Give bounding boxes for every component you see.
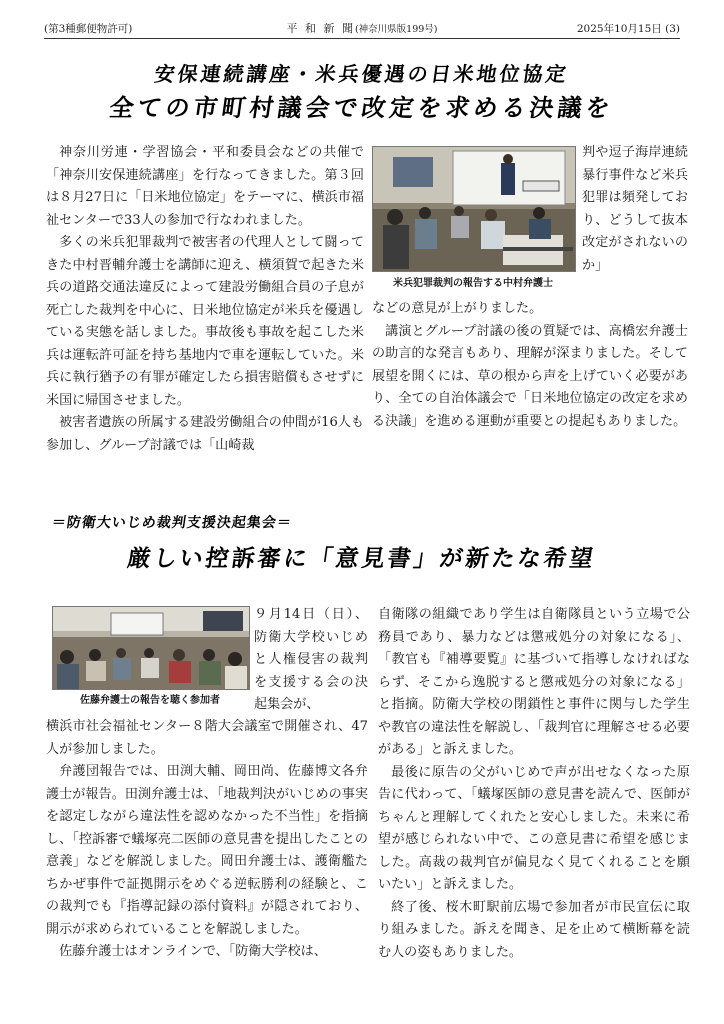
paragraph: 横浜市社会福祉センター８階大会議室で開催され、47人が参加しました。 bbox=[46, 719, 368, 757]
article1-col2 bbox=[372, 298, 688, 433]
rally-photo bbox=[52, 606, 250, 690]
paragraph: 佐藤弁護士はオンラインで、「防衛大学校は、 bbox=[59, 944, 327, 959]
article2-col2 bbox=[378, 604, 690, 964]
paragraph: 被害者遺族の所属する建設労働組合の仲間が16人も参加し、グループ討議では「山崎裁 bbox=[46, 415, 364, 453]
article1-title: 全ての市町村議会で改定を求める決議を bbox=[107, 94, 616, 122]
article2-col1 bbox=[46, 716, 368, 964]
paragraph: 講演とグループ討議の後の質疑では、高橋宏弁護士の助言的な発言もあり、理解が深まりました。そして展望を開くには、草の根から声を上げていく必要があり、全ての自治体議会で「日米地位協定の改定を求める決議」を進める運動が重要との提起もありました。 bbox=[372, 323, 688, 429]
paragraph: 最後に原告の父がいじめで声が出せなくなった原告に代わって、「蟻塚医師の意見書を読んで、医師がちゃんと理解してくれたと安心しました。未来に希望が感じられない中で、この意見書に希望を感じました。高裁の裁判官が偏見なく見てくれることを願いたい」と訴えました。 bbox=[378, 764, 690, 892]
paragraph: 自衛隊の組織であり学生は自衛隊員という立場で公務員であり、暴力などは懲戒処分の対象になる」、「教官も『補導要覧』に基づいて指導しなければならず、そこから逸脱すると懲戒処分の対象になる」と指摘。防衛大学校の閉鎖性と事件に関与した学生や教官の違法性を解説し、「裁判官に理解させる必要がある」と訴えました。 bbox=[378, 607, 690, 757]
paragraph: 神奈川労連・学習協会・平和委員会などの共催で「神奈川安保連続講座」を行なってきました。第３回は８月27日に「日米地位協定」をテーマに、横浜市福祉センターで33人の参加で行なわれました。 bbox=[46, 145, 364, 228]
lecture-photo-image bbox=[373, 147, 575, 271]
article1-photo-caption: 米兵犯罪裁判の報告する中村弁護士 bbox=[393, 278, 553, 289]
edition: (神奈川県版199号) bbox=[354, 24, 438, 35]
paragraph: 終了後、桜木町駅前広場で参加者が市民宣伝に取り組みました。訴えを聞き、足を止めて横断幕を読む人の姿もありました。 bbox=[378, 899, 690, 960]
paragraph: 弁護団報告では、田渕大輔、岡田尚、佐藤博文各弁護士が報告。田渕弁護士は、「地裁判決がいじめの事実を認定しながら違法性を認めなかった不当性」を指摘し、「控訴審で蟻塚亮二医師の意見書を提出したことの意義」などを解説しました。岡田弁護士は、護衛艦たちかぜ事件で証拠開示をめぐる逆転勝利の経験と、この裁判でも『指導記録の添付資料』が隠されており、開示が求められていることを解説しました。 bbox=[46, 764, 368, 937]
article2-kicker: ＝防衛大いじめ裁判支援決起集会＝ bbox=[50, 515, 293, 531]
article2-photo-caption: 佐藤弁護士の報告を聴く参加者 bbox=[80, 695, 220, 706]
article2-title: 厳しい控訴審に「意見書」が新たな希望 bbox=[125, 546, 598, 572]
article1-col1 bbox=[46, 142, 364, 457]
paper-name: 平 和 新 聞 bbox=[286, 22, 355, 35]
article1-kicker: 安保連続講座・米兵優遇の日米地位協定 bbox=[153, 62, 571, 86]
lecture-photo bbox=[372, 146, 576, 272]
article2-col1-side: ９月14日（日）、防衛大学校いじめと人権侵害の裁判を支援する会の決起集会が、 bbox=[254, 607, 368, 712]
article1-col2-side: 判や逗子海岸連続暴行事件など米兵犯罪は頻発しており、どうして抜本改定がされないのか」 bbox=[582, 145, 688, 273]
issue-date: 2025年10月15日 (3) bbox=[576, 23, 680, 35]
newspaper-header bbox=[44, 18, 680, 39]
postal-permit: (第3種郵便物許可) bbox=[44, 23, 133, 35]
paragraph: 多くの米兵犯罪裁判で被害者の代理人として闘ってきた中村晋輔弁護士を講師に迎え、横須賀で起きた米兵の道路交通法違反によって建設労働組合員の子息が死亡した裁判を中心に、日米地位協定が米兵を優遇している実態を話しました。事故後も事故を起こした米兵は運転許可証を持ち基地内で車を運転していた。米兵に執行猶予の有罪が確定したら損害賠償もさせずに米国に帰国させました。 bbox=[46, 235, 364, 408]
rally-photo-image bbox=[53, 607, 249, 689]
paragraph: などの意見が上がりました。 bbox=[372, 301, 543, 316]
